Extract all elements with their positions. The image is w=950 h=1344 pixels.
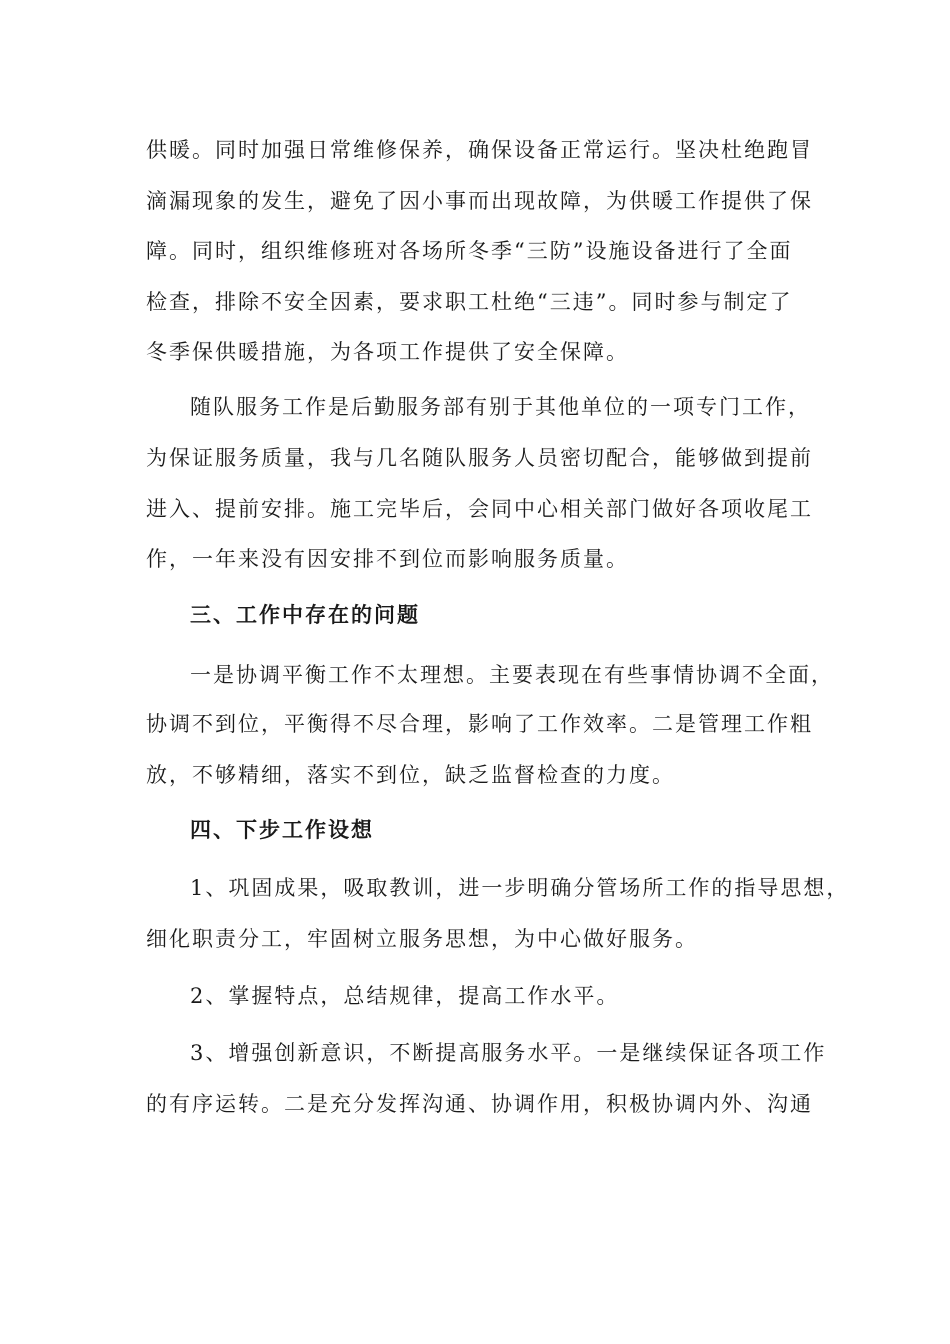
paragraph-line: 作，一年来没有因安排不到位而影响服务质量。	[146, 547, 629, 571]
paragraph-line: 进入、提前安排。施工完毕后，会同中心相关部门做好各项收尾工	[146, 497, 813, 521]
list-item-line: 细化职责分工，牢固树立服务思想，为中心做好服务。	[146, 927, 698, 951]
paragraph-line: 随队服务工作是后勤服务部有别于其他单位的一项专门工作，	[190, 395, 811, 419]
paragraph-line: 供暖。同时加强日常维修保养，确保设备正常运行。坚决杜绝跑冒	[146, 138, 813, 162]
paragraph-line: 协调不到位，平衡得不尽合理，影响了工作效率。二是管理工作粗	[146, 712, 813, 736]
paragraph-line: 一是协调平衡工作不太理想。主要表现在有些事情协调不全面，	[190, 663, 834, 687]
list-item-line: 3、增强创新意识，不断提高服务水平。一是继续保证各项工作	[190, 1041, 827, 1065]
paragraph-line: 障。同时，组织维修班对各场所冬季“三防”设施设备进行了全面	[146, 239, 793, 263]
paragraph-line: 滴漏现象的发生，避免了因小事而出现故障，为供暖工作提供了保	[146, 189, 813, 213]
paragraph-line: 检查，排除不安全因素，要求职工杜绝“三违”。同时参与制定了	[146, 290, 793, 314]
section-heading-4: 四、下步工作设想	[190, 818, 374, 842]
paragraph-line: 为保证服务质量，我与几名随队服务人员密切配合，能够做到提前	[146, 446, 813, 470]
list-item-line: 的有序运转。二是充分发挥沟通、协调作用，积极协调内外、沟通	[146, 1092, 813, 1116]
list-item-line: 2、掌握特点，总结规律，提高工作水平。	[190, 984, 620, 1008]
list-item-line: 1、巩固成果，吸取教训，进一步明确分管场所工作的指导思想，	[190, 876, 850, 900]
section-heading-3: 三、工作中存在的问题	[190, 603, 420, 627]
paragraph-line: 冬季保供暖措施，为各项工作提供了安全保障。	[146, 340, 629, 364]
paragraph-line: 放，不够精细，落实不到位，缺乏监督检查的力度。	[146, 763, 675, 787]
